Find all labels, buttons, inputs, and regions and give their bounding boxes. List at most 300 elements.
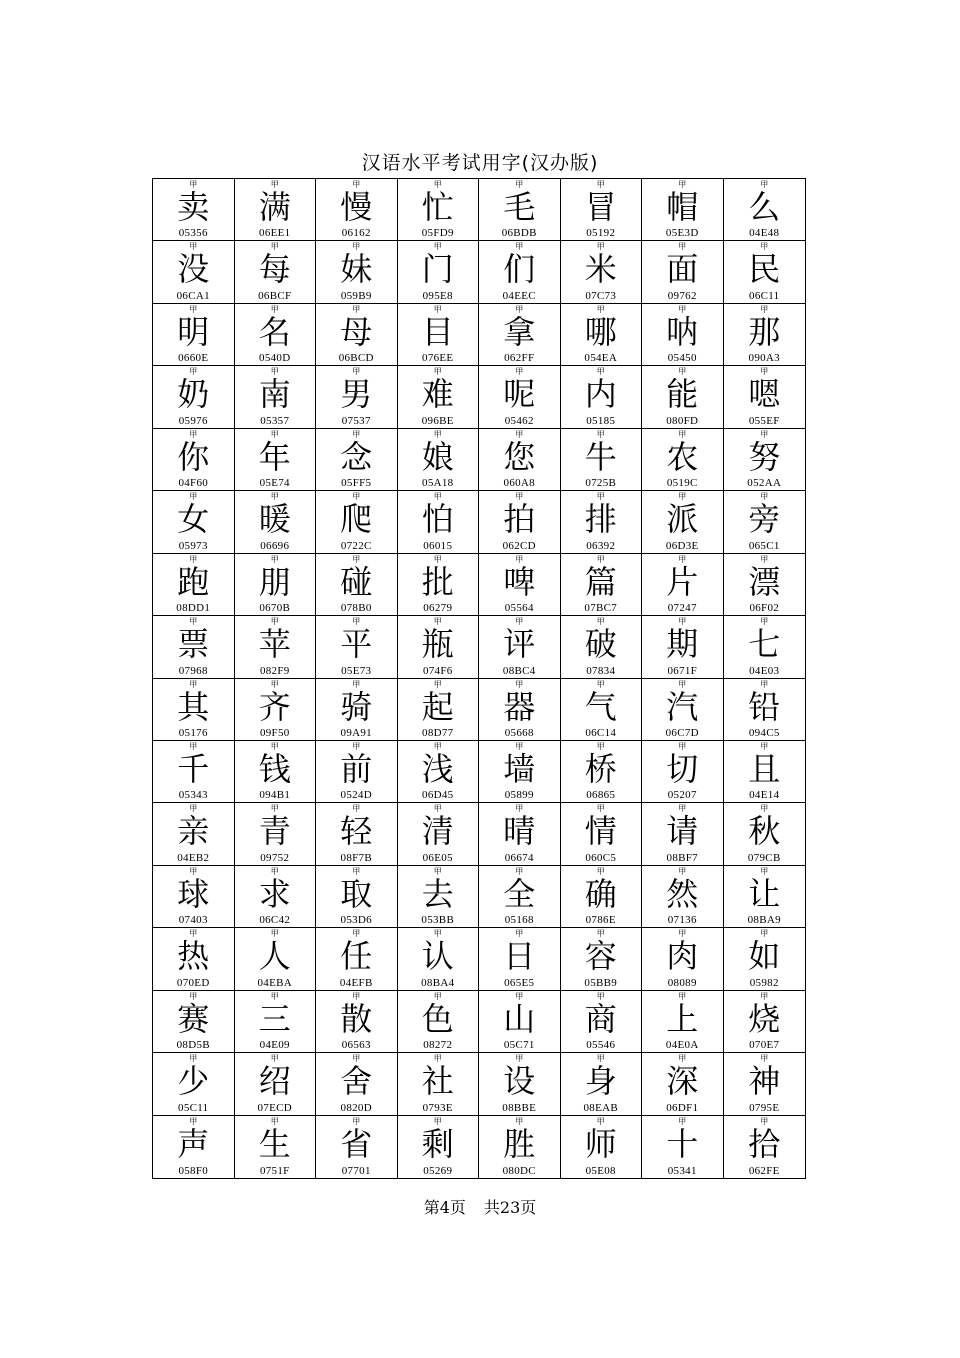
level-mark: 甲 (189, 492, 198, 502)
unicode-code: 09F50 (259, 726, 290, 739)
hanzi-character: 目 (421, 312, 454, 351)
level-mark: 甲 (433, 1054, 442, 1064)
level-mark: 甲 (678, 554, 687, 564)
character-cell (398, 866, 480, 928)
hanzi-character: 山 (503, 999, 536, 1038)
level-mark: 甲 (270, 367, 279, 377)
level-mark: 甲 (596, 1054, 605, 1064)
character-cell (398, 741, 480, 803)
unicode-code: 05E08 (585, 1165, 616, 1177)
unicode-code: 05E74 (259, 477, 290, 490)
level-mark: 甲 (760, 1116, 769, 1126)
hanzi-character: 米 (584, 250, 617, 289)
unicode-code: 07834 (586, 664, 616, 677)
hanzi-character: 漂 (748, 562, 781, 601)
level-mark: 甲 (270, 554, 279, 564)
level-mark: 甲 (678, 804, 687, 814)
hanzi-character: 求 (258, 874, 291, 913)
character-cell (724, 179, 806, 241)
level-mark: 甲 (189, 429, 198, 439)
unicode-code: 055EF (748, 414, 780, 427)
character-cell (642, 866, 724, 928)
character-cell (479, 928, 561, 990)
character-cell (153, 179, 235, 241)
character-cell (642, 554, 724, 616)
character-cell (398, 679, 480, 741)
level-mark: 甲 (515, 617, 524, 627)
unicode-code: 06D45 (422, 789, 454, 802)
level-mark: 甲 (515, 554, 524, 564)
hanzi-character: 您 (503, 437, 536, 476)
unicode-code: 05C11 (178, 1101, 209, 1114)
hanzi-character: 人 (258, 937, 291, 976)
level-mark: 甲 (433, 617, 442, 627)
unicode-code: 04EFB (339, 976, 373, 989)
unicode-code: 0540D (259, 352, 291, 365)
hanzi-character: 评 (503, 625, 536, 664)
unicode-code: 05E73 (341, 664, 372, 677)
character-cell (642, 991, 724, 1053)
unicode-code: 05462 (504, 414, 534, 427)
unicode-code: 07BC7 (584, 602, 618, 615)
character-cell (316, 241, 398, 303)
character-cell (235, 429, 317, 491)
unicode-code: 05341 (667, 1165, 697, 1177)
unicode-code: 07701 (341, 1165, 371, 1177)
character-cell (724, 491, 806, 553)
unicode-code: 06C7D (665, 726, 699, 739)
unicode-code: 0671F (667, 664, 698, 677)
unicode-code: 062FF (504, 352, 535, 365)
level-mark: 甲 (515, 304, 524, 314)
page-number: 第4页 (423, 1198, 466, 1217)
level-mark: 甲 (596, 617, 605, 627)
level-mark: 甲 (352, 1116, 361, 1126)
unicode-code: 06BCF (258, 289, 292, 302)
unicode-code: 0670B (259, 602, 291, 615)
unicode-code: 05546 (586, 1039, 616, 1052)
level-mark: 甲 (189, 804, 198, 814)
hanzi-character: 秋 (748, 812, 781, 851)
hanzi-character: 剩 (421, 1124, 454, 1163)
unicode-code: 08089 (667, 976, 697, 989)
unicode-code: 05176 (178, 726, 208, 739)
hanzi-character: 票 (177, 625, 210, 664)
unicode-code: 07ECD (257, 1101, 292, 1114)
character-cell (316, 1116, 398, 1178)
level-mark: 甲 (352, 866, 361, 876)
level-mark: 甲 (596, 304, 605, 314)
unicode-code: 094B1 (259, 789, 291, 802)
character-cell (479, 991, 561, 1053)
character-cell (398, 1116, 480, 1178)
character-cell (479, 304, 561, 366)
hanzi-character: 桥 (584, 749, 617, 788)
unicode-code: 07537 (341, 414, 371, 427)
level-mark: 甲 (189, 1054, 198, 1064)
hanzi-character: 商 (584, 999, 617, 1038)
hanzi-character: 难 (421, 375, 454, 414)
unicode-code: 04F60 (178, 477, 209, 490)
character-cell (479, 366, 561, 428)
hanzi-character: 赛 (177, 999, 210, 1038)
hanzi-character: 气 (584, 687, 617, 726)
level-mark: 甲 (270, 242, 279, 252)
character-cell (642, 741, 724, 803)
level-mark: 甲 (596, 180, 605, 189)
character-cell (479, 491, 561, 553)
hanzi-character: 请 (666, 812, 699, 851)
unicode-code: 08BA9 (747, 914, 781, 927)
hanzi-character: 片 (666, 562, 699, 601)
level-mark: 甲 (760, 180, 769, 189)
level-mark: 甲 (515, 1116, 524, 1126)
level-mark: 甲 (433, 554, 442, 564)
level-mark: 甲 (596, 804, 605, 814)
page-title: 汉语水平考试用字(汉办版) (361, 152, 599, 174)
hanzi-character: 排 (584, 500, 617, 539)
hanzi-character: 跑 (177, 562, 210, 601)
level-mark: 甲 (760, 304, 769, 314)
level-mark: 甲 (596, 1116, 605, 1126)
unicode-code: 05343 (178, 789, 208, 802)
hanzi-character: 少 (177, 1062, 210, 1101)
level-mark: 甲 (596, 679, 605, 689)
level-mark: 甲 (515, 991, 524, 1001)
hanzi-character: 满 (258, 188, 291, 226)
character-cell (153, 741, 235, 803)
level-mark: 甲 (596, 242, 605, 252)
level-mark: 甲 (596, 367, 605, 377)
character-cell (724, 366, 806, 428)
level-mark: 甲 (760, 1054, 769, 1064)
character-cell (724, 429, 806, 491)
level-mark: 甲 (433, 866, 442, 876)
hanzi-character: 农 (666, 437, 699, 476)
unicode-code: 094C5 (748, 726, 780, 739)
level-mark: 甲 (433, 804, 442, 814)
unicode-code: 0660E (178, 352, 209, 365)
level-mark: 甲 (760, 617, 769, 627)
hanzi-character: 七 (748, 625, 781, 664)
unicode-code: 07247 (667, 602, 697, 615)
hanzi-character: 清 (421, 812, 454, 851)
unicode-code: 05BB9 (584, 976, 618, 989)
unicode-code: 06EE1 (259, 227, 291, 240)
unicode-code: 06CA1 (176, 289, 210, 302)
level-mark: 甲 (678, 242, 687, 252)
hanzi-character: 毛 (503, 188, 536, 226)
unicode-code: 05A18 (422, 477, 454, 490)
character-cell (724, 304, 806, 366)
unicode-code: 05564 (504, 602, 534, 615)
character-cell (153, 928, 235, 990)
unicode-code: 0722C (340, 539, 372, 552)
level-mark: 甲 (352, 180, 361, 189)
hanzi-character: 师 (584, 1124, 617, 1163)
unicode-code: 07C73 (585, 289, 617, 302)
unicode-code: 080FD (666, 414, 699, 427)
level-mark: 甲 (433, 741, 442, 751)
unicode-code: 0725B (585, 477, 617, 490)
hanzi-character: 骑 (340, 687, 373, 726)
level-mark: 甲 (270, 180, 279, 189)
unicode-code: 0524D (340, 789, 372, 802)
character-cell (479, 179, 561, 241)
unicode-code: 06BDB (501, 227, 537, 240)
level-mark: 甲 (678, 929, 687, 939)
unicode-code: 08BC4 (502, 664, 536, 677)
unicode-code: 058F0 (178, 1165, 209, 1177)
level-mark: 甲 (515, 804, 524, 814)
character-cell (479, 429, 561, 491)
hanzi-character: 烧 (748, 999, 781, 1038)
level-mark: 甲 (270, 929, 279, 939)
level-mark: 甲 (433, 1116, 442, 1126)
character-cell (479, 554, 561, 616)
character-cell (316, 304, 398, 366)
hanzi-character: 碰 (340, 562, 373, 601)
character-cell (642, 1053, 724, 1115)
character-cell (561, 803, 643, 865)
character-cell (316, 554, 398, 616)
level-mark: 甲 (270, 741, 279, 751)
hanzi-character: 齐 (258, 687, 291, 726)
level-mark: 甲 (352, 1054, 361, 1064)
hanzi-character: 念 (340, 437, 373, 476)
hanzi-character: 去 (421, 874, 454, 913)
level-mark: 甲 (678, 1116, 687, 1126)
level-mark: 甲 (352, 242, 361, 252)
unicode-code: 08BBE (502, 1101, 537, 1114)
hanzi-character: 肉 (666, 937, 699, 976)
hanzi-character: 呢 (503, 375, 536, 414)
hanzi-character: 然 (666, 874, 699, 913)
hanzi-character: 暖 (258, 500, 291, 539)
unicode-code: 04E48 (749, 227, 780, 240)
character-cell (479, 679, 561, 741)
character-cell (479, 803, 561, 865)
level-mark: 甲 (678, 367, 687, 377)
unicode-code: 06DF1 (666, 1101, 699, 1114)
level-mark: 甲 (352, 991, 361, 1001)
hanzi-character: 深 (666, 1062, 699, 1101)
hanzi-character: 拿 (503, 312, 536, 351)
unicode-code: 05668 (504, 726, 534, 739)
hanzi-character: 拾 (748, 1124, 781, 1163)
level-mark: 甲 (352, 492, 361, 502)
hanzi-character: 女 (177, 500, 210, 539)
level-mark: 甲 (760, 929, 769, 939)
hanzi-character: 三 (258, 999, 291, 1038)
hanzi-character: 色 (421, 999, 454, 1038)
hanzi-character: 球 (177, 874, 210, 913)
level-mark: 甲 (515, 242, 524, 252)
level-mark: 甲 (596, 741, 605, 751)
hanzi-character: 让 (748, 874, 781, 913)
hanzi-character: 牛 (584, 437, 617, 476)
level-mark: 甲 (270, 804, 279, 814)
unicode-code: 06162 (341, 227, 371, 240)
hanzi-character: 社 (421, 1062, 454, 1101)
unicode-code: 095E8 (422, 289, 453, 302)
character-cell (642, 803, 724, 865)
hanzi-character: 帽 (666, 188, 699, 226)
character-cell (398, 304, 480, 366)
hanzi-character: 呐 (666, 312, 699, 351)
character-cell (479, 741, 561, 803)
character-cell (316, 866, 398, 928)
character-cell (316, 928, 398, 990)
character-cell (316, 679, 398, 741)
hanzi-character: 十 (666, 1124, 699, 1163)
level-mark: 甲 (189, 1116, 198, 1126)
unicode-code: 05FD9 (421, 227, 454, 240)
character-cell (724, 554, 806, 616)
level-mark: 甲 (760, 804, 769, 814)
hanzi-character: 平 (340, 625, 373, 664)
level-mark: 甲 (189, 367, 198, 377)
hanzi-character: 母 (340, 312, 373, 351)
character-cell (561, 366, 643, 428)
hanzi-character: 全 (503, 874, 536, 913)
hanzi-character: 墙 (503, 749, 536, 788)
unicode-code: 06C42 (259, 914, 291, 927)
level-mark: 甲 (352, 929, 361, 939)
hanzi-character: 青 (258, 812, 291, 851)
level-mark: 甲 (678, 492, 687, 502)
character-cell (398, 803, 480, 865)
hanzi-character: 瓶 (421, 625, 454, 664)
hanzi-character: 情 (584, 812, 617, 851)
character-cell (235, 366, 317, 428)
unicode-code: 05C71 (503, 1039, 535, 1052)
character-cell (642, 491, 724, 553)
character-cell (724, 866, 806, 928)
level-mark: 甲 (596, 991, 605, 1001)
hanzi-character: 哪 (584, 312, 617, 351)
character-cell (153, 1116, 235, 1178)
character-cell (398, 491, 480, 553)
character-cell (479, 1053, 561, 1115)
level-mark: 甲 (515, 679, 524, 689)
character-cell (561, 741, 643, 803)
level-mark: 甲 (352, 554, 361, 564)
unicode-code: 07968 (178, 664, 208, 677)
hanzi-character: 取 (340, 874, 373, 913)
hanzi-character: 娘 (421, 437, 454, 476)
character-cell (724, 1053, 806, 1115)
character-cell (561, 1116, 643, 1178)
level-mark: 甲 (433, 991, 442, 1001)
unicode-code: 05976 (178, 414, 208, 427)
character-cell (561, 429, 643, 491)
character-cell (561, 241, 643, 303)
level-mark: 甲 (678, 991, 687, 1001)
character-cell (642, 616, 724, 678)
character-cell (235, 928, 317, 990)
level-mark: 甲 (515, 741, 524, 751)
level-mark: 甲 (760, 866, 769, 876)
character-cell (235, 491, 317, 553)
hanzi-character: 每 (258, 250, 291, 289)
character-cell (561, 866, 643, 928)
unicode-code: 096BE (421, 414, 454, 427)
unicode-code: 09A91 (340, 726, 372, 739)
unicode-code: 06E05 (422, 851, 453, 864)
hanzi-character: 前 (340, 749, 373, 788)
unicode-code: 0751F (259, 1165, 290, 1177)
hanzi-character: 切 (666, 749, 699, 788)
level-mark: 甲 (596, 429, 605, 439)
unicode-code: 04EBA (257, 976, 292, 989)
unicode-code: 0795E (749, 1101, 780, 1114)
level-mark: 甲 (352, 741, 361, 751)
unicode-code: 05192 (586, 227, 616, 240)
unicode-code: 06D3E (665, 539, 699, 552)
level-mark: 甲 (433, 929, 442, 939)
unicode-code: 04EB2 (177, 851, 210, 864)
unicode-code: 06563 (341, 1039, 371, 1052)
unicode-code: 054EA (584, 352, 618, 365)
character-cell (561, 491, 643, 553)
hanzi-character: 内 (584, 375, 617, 414)
unicode-code: 070E7 (749, 1039, 780, 1052)
page-footer (0, 1196, 960, 1220)
unicode-code: 070ED (176, 976, 210, 989)
level-mark: 甲 (189, 304, 198, 314)
hanzi-character: 绍 (258, 1062, 291, 1101)
level-mark: 甲 (433, 242, 442, 252)
unicode-code: 06392 (586, 539, 616, 552)
hanzi-character: 批 (421, 562, 454, 601)
unicode-code: 08D5B (176, 1039, 210, 1052)
level-mark: 甲 (270, 429, 279, 439)
unicode-code: 07403 (178, 914, 208, 927)
character-cell (153, 803, 235, 865)
hanzi-character: 身 (584, 1062, 617, 1101)
character-cell (316, 179, 398, 241)
character-table (152, 178, 806, 1179)
hanzi-character: 派 (666, 500, 699, 539)
unicode-code: 04E0A (665, 1039, 699, 1052)
level-mark: 甲 (515, 492, 524, 502)
level-mark: 甲 (678, 1054, 687, 1064)
unicode-code: 05982 (749, 976, 779, 989)
unicode-code: 09752 (260, 851, 290, 864)
hanzi-character: 任 (340, 937, 373, 976)
level-mark: 甲 (433, 180, 442, 189)
hanzi-character: 器 (503, 687, 536, 726)
character-cell (316, 803, 398, 865)
character-cell (561, 179, 643, 241)
hanzi-character: 你 (177, 437, 210, 476)
character-cell (398, 991, 480, 1053)
unicode-code: 062CD (502, 539, 536, 552)
hanzi-character: 苹 (258, 625, 291, 664)
character-cell (316, 991, 398, 1053)
level-mark: 甲 (433, 679, 442, 689)
level-mark: 甲 (189, 929, 198, 939)
hanzi-character: 生 (258, 1124, 291, 1163)
hanzi-character: 怕 (421, 500, 454, 539)
level-mark: 甲 (189, 866, 198, 876)
unicode-code: 08DD1 (176, 602, 211, 615)
unicode-code: 05E3D (665, 227, 699, 240)
character-cell (561, 554, 643, 616)
character-cell (642, 679, 724, 741)
unicode-code: 05168 (504, 914, 534, 927)
